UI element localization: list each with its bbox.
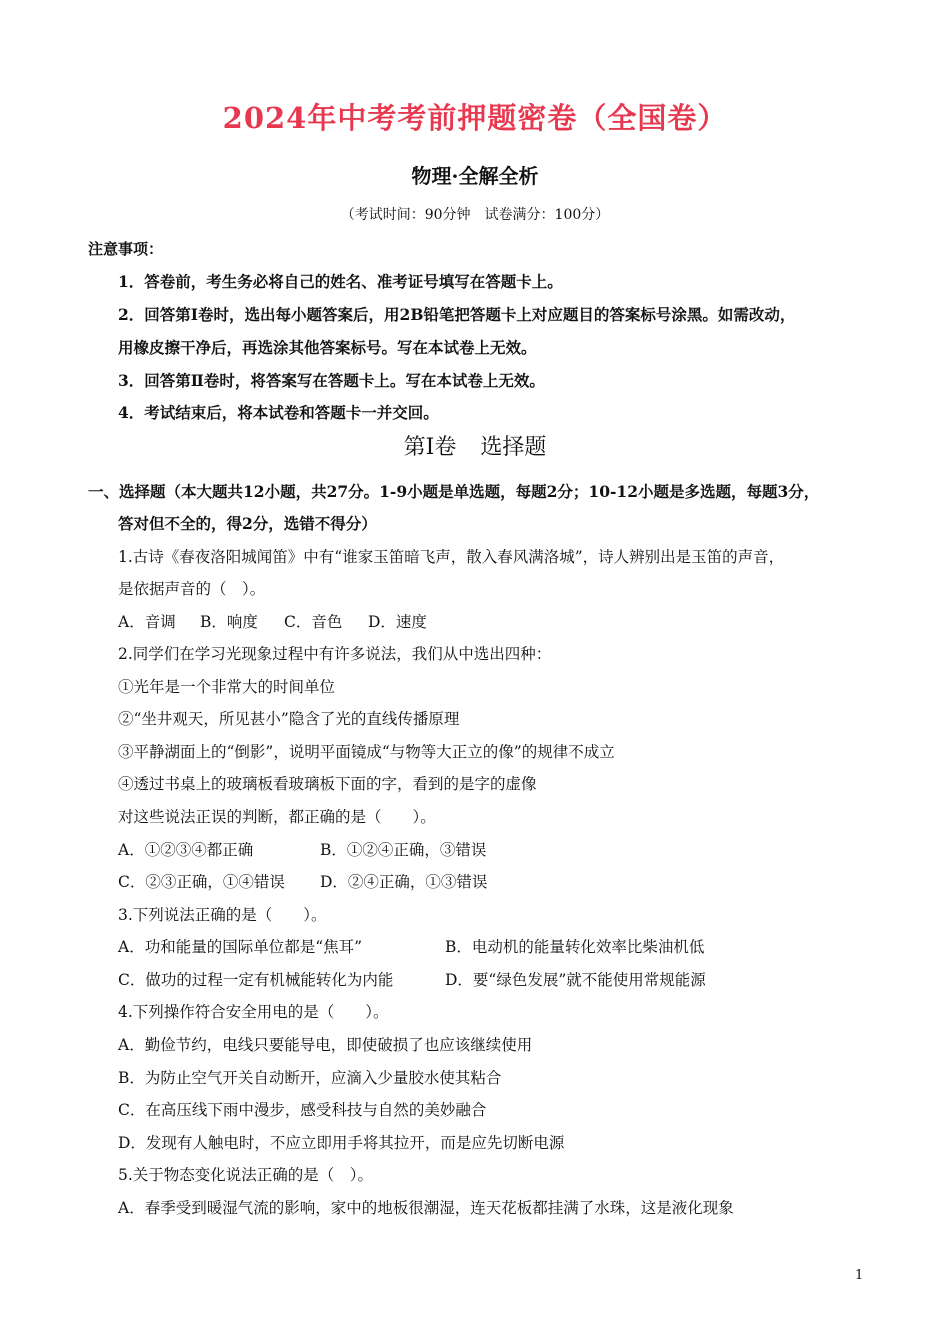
q1-option-a: A．音调 (118, 613, 176, 631)
q2-options-row-1 (118, 838, 486, 860)
q2-option-b: B．①②④正确，③错误 (320, 841, 487, 859)
page-number: 1 (855, 1268, 864, 1283)
q2-statement-4: ④透过书桌上的玻璃板看玻璃板下面的字，看到的是字的虚像 (118, 775, 537, 793)
q2-option-d: D．②④正确，①③错误 (320, 873, 488, 891)
part-one-heading: 一、选择题（本大题共12小题，共27分。1-9小题是单选题，每题2分；10-12小题是多选题，每题3分， (88, 482, 820, 501)
section-title (0, 430, 950, 461)
q1-stem-line-1: 1.古诗《春夜洛阳城闻笛》中有“谁家玉笛暗飞声，散入春风满洛城”，诗人辨别出是玉笛的声音， (118, 548, 785, 566)
q5-stem: 5.关于物态变化说法正确的是（ ）。 (118, 1166, 374, 1184)
q4-stem: 4.下列操作符合安全用电的是（ ）。 (118, 1003, 389, 1021)
q2-statement-1: ①光年是一个非常大的时间单位 (118, 678, 336, 696)
q1-option-c: C．音色 (284, 613, 343, 631)
part-one-heading-cont: 答对但不全的，得2分，选错不得分） (118, 514, 377, 533)
q2-options-row-2 (118, 870, 487, 892)
q2-prompt: 对这些说法正误的判断，都正确的是（ ）。 (118, 808, 436, 826)
q2-stem: 2.同学们在学习光现象过程中有许多说法，我们从中选出四种： (118, 645, 552, 663)
notice-heading: 注意事项： (88, 240, 164, 258)
q5-option-a: A．春季受到暖湿气流的影响，家中的地板很潮湿，连天花板都挂满了水珠，这是液化现象 (118, 1199, 734, 1217)
q2-statement-2: ②“坐井观天，所见甚小”隐含了光的直线传播原理 (118, 710, 460, 728)
exam-info: （考试时间：90分钟 试卷满分：100分） (340, 207, 610, 223)
q3-option-c: C．做功的过程一定有机械能转化为内能 (118, 971, 394, 989)
q3-options-row-1 (118, 935, 704, 957)
q3-options-row-2 (118, 968, 706, 990)
q2-option-a: A．①②③④都正确 (118, 841, 254, 859)
document-title: 2024年中考考前押题密卷（全国卷） (222, 101, 728, 135)
q2-statement-3: ③平静湖面上的“倒影”，说明平面镜成“与物等大正立的像”的规律不成立 (118, 743, 615, 761)
notice-item-2-cont: 用橡皮擦干净后，再选涂其他答案标号。写在本试卷上无效。 (118, 338, 537, 357)
section-name: 选择题 (480, 435, 547, 460)
notice-item-3: 3．回答第Ⅱ卷时，将答案写在答题卡上。写在本试卷上无效。 (118, 371, 545, 390)
q3-option-b: B．电动机的能量转化效率比柴油机低 (445, 938, 705, 956)
notice-item-2: 2．回答第Ⅰ卷时，选出每小题答案后，用2B铅笔把答题卡上对应题目的答案标号涂黑。如需改动， (118, 305, 796, 324)
q1-options (118, 610, 427, 632)
section-part: 第Ⅰ卷 (403, 435, 457, 460)
q4-option-d: D．发现有人触电时，不应立即用手将其拉开，而是应先切断电源 (118, 1134, 565, 1152)
q1-option-b: B．响度 (200, 613, 258, 631)
q4-option-a: A．勤俭节约，电线只要能导电，即使破损了也应该继续使用 (118, 1036, 533, 1054)
q3-option-d: D．要“绿色发展”就不能使用常规能源 (445, 971, 706, 989)
q3-stem: 3.下列说法正确的是（ ）。 (118, 906, 327, 924)
notice-item-4: 4．考试结束后，将本试卷和答题卡一并交回。 (118, 403, 439, 422)
q2-option-c: C．②③正确，①④错误 (118, 873, 285, 891)
q1-option-d: D．速度 (368, 613, 427, 631)
notice-item-1: 1．答卷前，考生务必将自己的姓名、准考证号填写在答题卡上。 (118, 272, 563, 291)
q1-stem-line-2: 是依据声音的（ ）。 (118, 580, 266, 598)
q3-option-a: A．功和能量的国际单位都是“焦耳” (118, 938, 363, 956)
q4-option-b: B．为防止空气开关自动断开，应滴入少量胶水使其粘合 (118, 1069, 502, 1087)
q4-option-c: C．在高压线下雨中漫步，感受科技与自然的美妙融合 (118, 1101, 487, 1119)
document-subtitle: 物理·全解全析 (411, 164, 539, 188)
